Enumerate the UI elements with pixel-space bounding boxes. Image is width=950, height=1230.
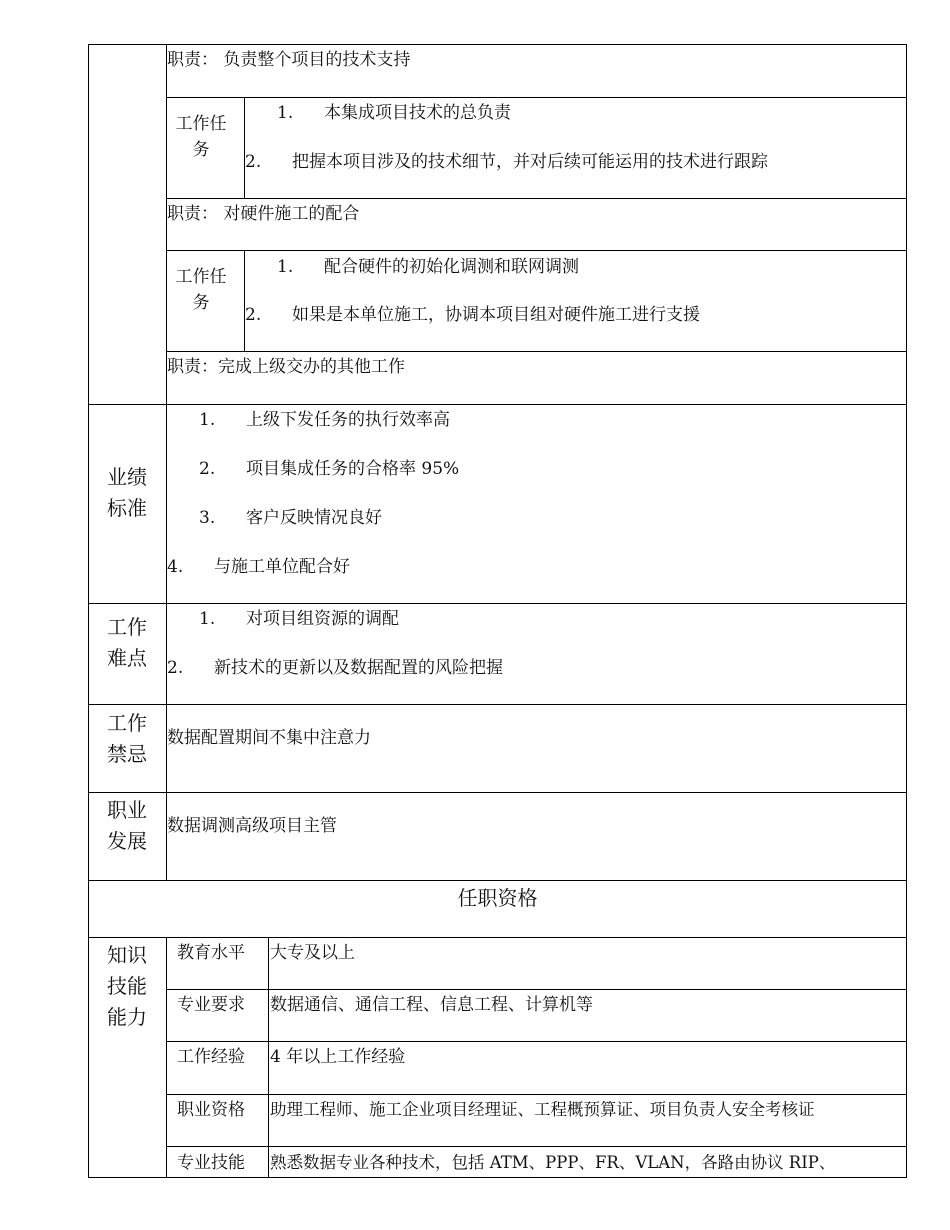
knowledge-row-divider [166,1094,907,1095]
list-item: 项目集成任务的合格率 95% [246,459,460,479]
difficulty-label: 工作难点 [107,615,147,670]
task-text: 配合硬件的初始化调测和联网调测 [324,257,579,277]
knowledge-row-value: 助理工程师、施工企业项目经理证、工程概预算证、项目负责人安全考核证 [270,1100,815,1119]
task-number: 1. [277,103,294,123]
task-number: 1. [277,257,294,277]
knowledge-row-value: 4 年以上工作经验 [270,1047,406,1067]
list-item: 与施工单位配合好 [214,557,350,577]
task-label-divider [244,250,245,352]
career-text: 数据调测高级项目主管 [167,816,337,836]
section-divider [88,704,907,705]
knowledge-column-divider [166,937,167,1178]
list-number: 2. [199,459,216,479]
section-divider [88,880,907,881]
task-label: 工作任务 [175,114,227,160]
table-border-right [906,44,907,1178]
section-divider [88,404,907,405]
knowledge-row-label: 工作经验 [177,1047,245,1067]
duty-text: 职责：完成上级交办的其他工作 [167,357,405,377]
list-number: 4. [167,557,184,577]
knowledge-row-label: 职业资格 [177,1100,245,1120]
list-item: 上级下发任务的执行效率高 [246,410,450,430]
knowledge-row-label: 专业要求 [177,995,245,1015]
row-divider [166,198,907,199]
list-number: 3. [199,508,216,528]
list-number: 1. [199,609,216,629]
task-number: 2. [245,152,262,172]
task-label: 工作任务 [175,267,227,313]
section-divider [88,792,907,793]
knowledge-row-value: 熟悉数据专业各种技术，包括 ATM、PPP、FR、VLAN，各路由协议 RIP、 [270,1153,836,1172]
row-divider [166,97,907,98]
taboo-label: 工作禁忌 [107,711,147,766]
taboo-text: 数据配置期间不集中注意力 [167,728,371,748]
list-number: 2. [167,658,184,678]
list-item: 对项目组资源的调配 [246,609,399,629]
career-label: 职业发展 [107,798,147,853]
duty-text: 职责： 负责整个项目的技术支持 [167,50,411,70]
knowledge-value-divider [268,937,269,1178]
task-label-divider [244,97,245,199]
duty-text: 职责： 对硬件施工的配合 [167,204,360,224]
row-divider [166,250,907,251]
knowledge-row-divider [166,1146,907,1147]
table-border-top [88,44,907,45]
knowledge-row-divider [166,989,907,990]
table-border-bottom [88,1177,907,1178]
task-text: 如果是本单位施工，协调本项目组对硬件施工进行支援 [292,305,700,325]
task-text: 本集成项目技术的总负责 [324,103,511,123]
section-divider [88,603,907,604]
qualification-title: 任职资格 [457,886,538,910]
table-border-left [88,44,89,1178]
knowledge-row-value: 大专及以上 [270,943,355,963]
task-number: 2. [245,305,262,325]
list-item: 客户反映情况良好 [246,508,382,528]
row-divider [166,351,907,352]
list-number: 1. [199,410,216,430]
task-text: 把握本项目涉及的技术细节，并对后续可能运用的技术进行跟踪 [292,152,768,172]
knowledge-row-label: 专业技能 [177,1153,245,1173]
knowledge-row-divider [166,1041,907,1042]
knowledge-row-value: 数据通信、通信工程、信息工程、计算机等 [270,995,593,1015]
label-column-divider [166,44,167,881]
knowledge-row-label: 教育水平 [177,943,245,963]
list-item: 新技术的更新以及数据配置的风险把握 [214,658,503,678]
knowledge-label: 知识技能能力 [107,943,147,1029]
section-divider [88,937,907,938]
performance-label: 业绩标准 [107,465,147,520]
